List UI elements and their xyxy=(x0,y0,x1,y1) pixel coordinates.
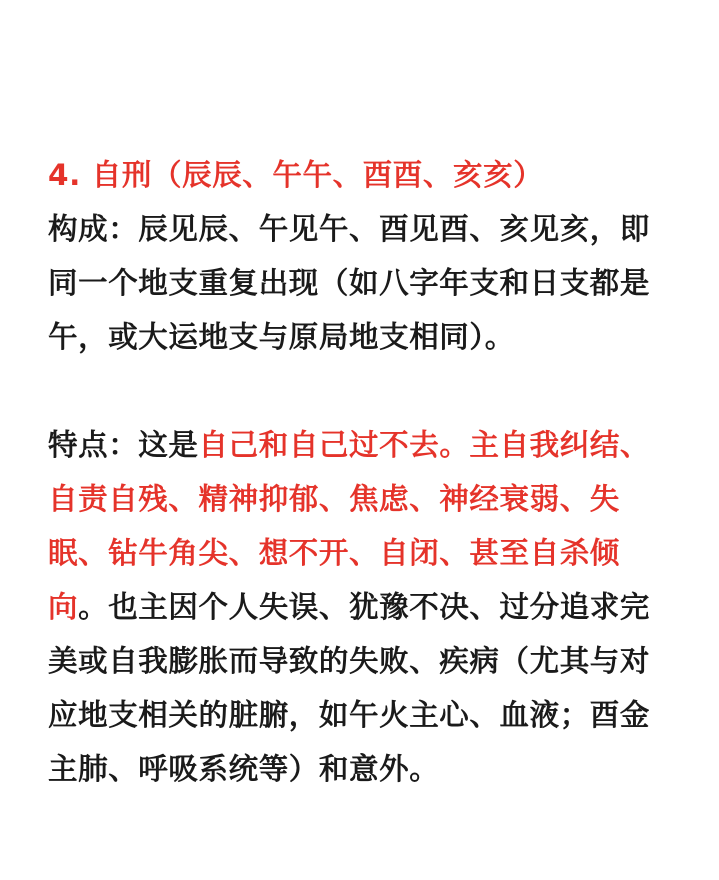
article-content xyxy=(48,148,698,796)
composition-line-3: 午，或大运地支与原局地支相同）。 xyxy=(48,320,515,354)
composition-paragraph xyxy=(48,202,698,364)
features-line-4 xyxy=(48,580,698,634)
features-highlight-4: 向 xyxy=(48,590,79,624)
paragraph-spacer xyxy=(48,364,698,418)
features-line-5: 美或自我膨胀而导致的失败、疾病（尤其与对 xyxy=(48,644,651,678)
features-text-4: 。也主因个人失误、犹豫不决、过分追求完 xyxy=(78,590,651,624)
features-line-1 xyxy=(48,418,698,472)
composition-line-2: 同一个地支重复出现（如八字年支和日支都是 xyxy=(48,266,651,300)
features-line-7: 主肺、呼吸系统等）和意外。 xyxy=(48,752,440,786)
features-highlight-1: 自己和自己过不去。主自我纠结、 xyxy=(198,428,651,462)
composition-line-1: 构成：辰见辰、午见午、酉见酉、亥见亥，即 xyxy=(48,212,651,246)
section-heading: 4. 自刑（辰辰、午午、酉酉、亥亥） xyxy=(48,158,544,192)
features-label: 特点：这是 xyxy=(48,428,199,462)
features-line-2: 自责自残、精神抑郁、焦虑、神经衰弱、失 xyxy=(48,482,620,516)
features-line-3: 眠、钻牛角尖、想不开、自闭、甚至自杀倾 xyxy=(48,536,620,570)
features-paragraph xyxy=(48,418,698,796)
features-line-6: 应地支相关的脏腑，如午火主心、血液；酉金 xyxy=(48,698,651,732)
